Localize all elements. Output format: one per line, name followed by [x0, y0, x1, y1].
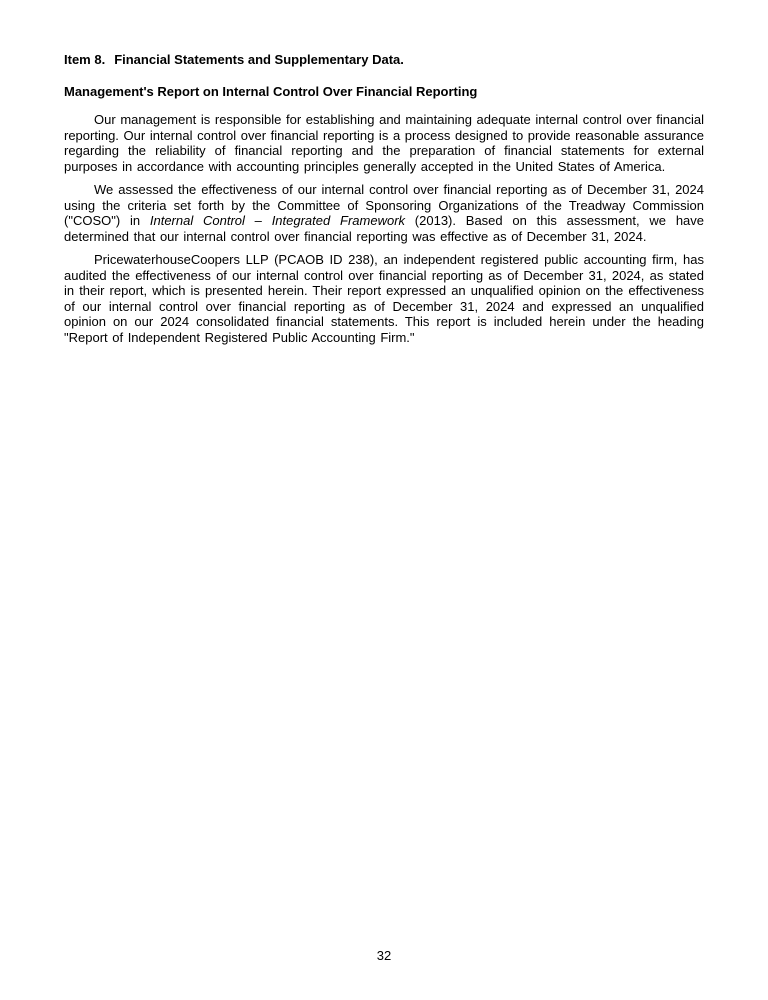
- paragraph-assessment-post: (2013). Based on this assessment, we have determined that our internal control over financial reporting was effective as of December 31, 2024.: [64, 213, 705, 244]
- item-heading-number: Item 8.: [64, 52, 106, 67]
- item-heading-title: Financial Statements and Supplementary Data.: [114, 52, 404, 67]
- paragraph-management-responsibility: Our management is responsible for establishing and maintaining adequate internal control over financial reporting. Our internal control over financial reporting is a process designed to provide reasonable assurance regarding the reliability of financial reporting and the preparation of financial statements for external purposes in accordance with accounting principles generally accepted in the United States of America.: [64, 112, 704, 174]
- paragraph-assessment: [64, 182, 704, 244]
- paragraph-auditor-report: PricewaterhouseCoopers LLP (PCAOB ID 238), an independent registered public accounting firm, has audited the effectiveness of our internal control over financial reporting as of December 31, 2024, as stated in their report, which is presented herein. Their report expressed an unqualified opinion on the effectiveness of our internal control over financial reporting as of December 31, 2024 and expressed an unqualified opinion on our 2024 consolidated financial statements. This report is included herein under the heading "Report of Independent Registered Public Accounting Firm.": [64, 252, 704, 345]
- framework-title-italic: Internal Control – Integrated Framework: [149, 213, 406, 228]
- item-heading: [64, 52, 704, 68]
- page-number: 32: [376, 947, 392, 963]
- paragraph-assessment-pre: We assessed the effectiveness of our internal control over financial reporting as of December 31, 2024 using the criteria set forth by the Committee of Sponsoring Organizations of the Treadway Commission ("COSO") in: [64, 182, 704, 228]
- section-heading: Management's Report on Internal Control Over Financial Reporting: [64, 83, 478, 99]
